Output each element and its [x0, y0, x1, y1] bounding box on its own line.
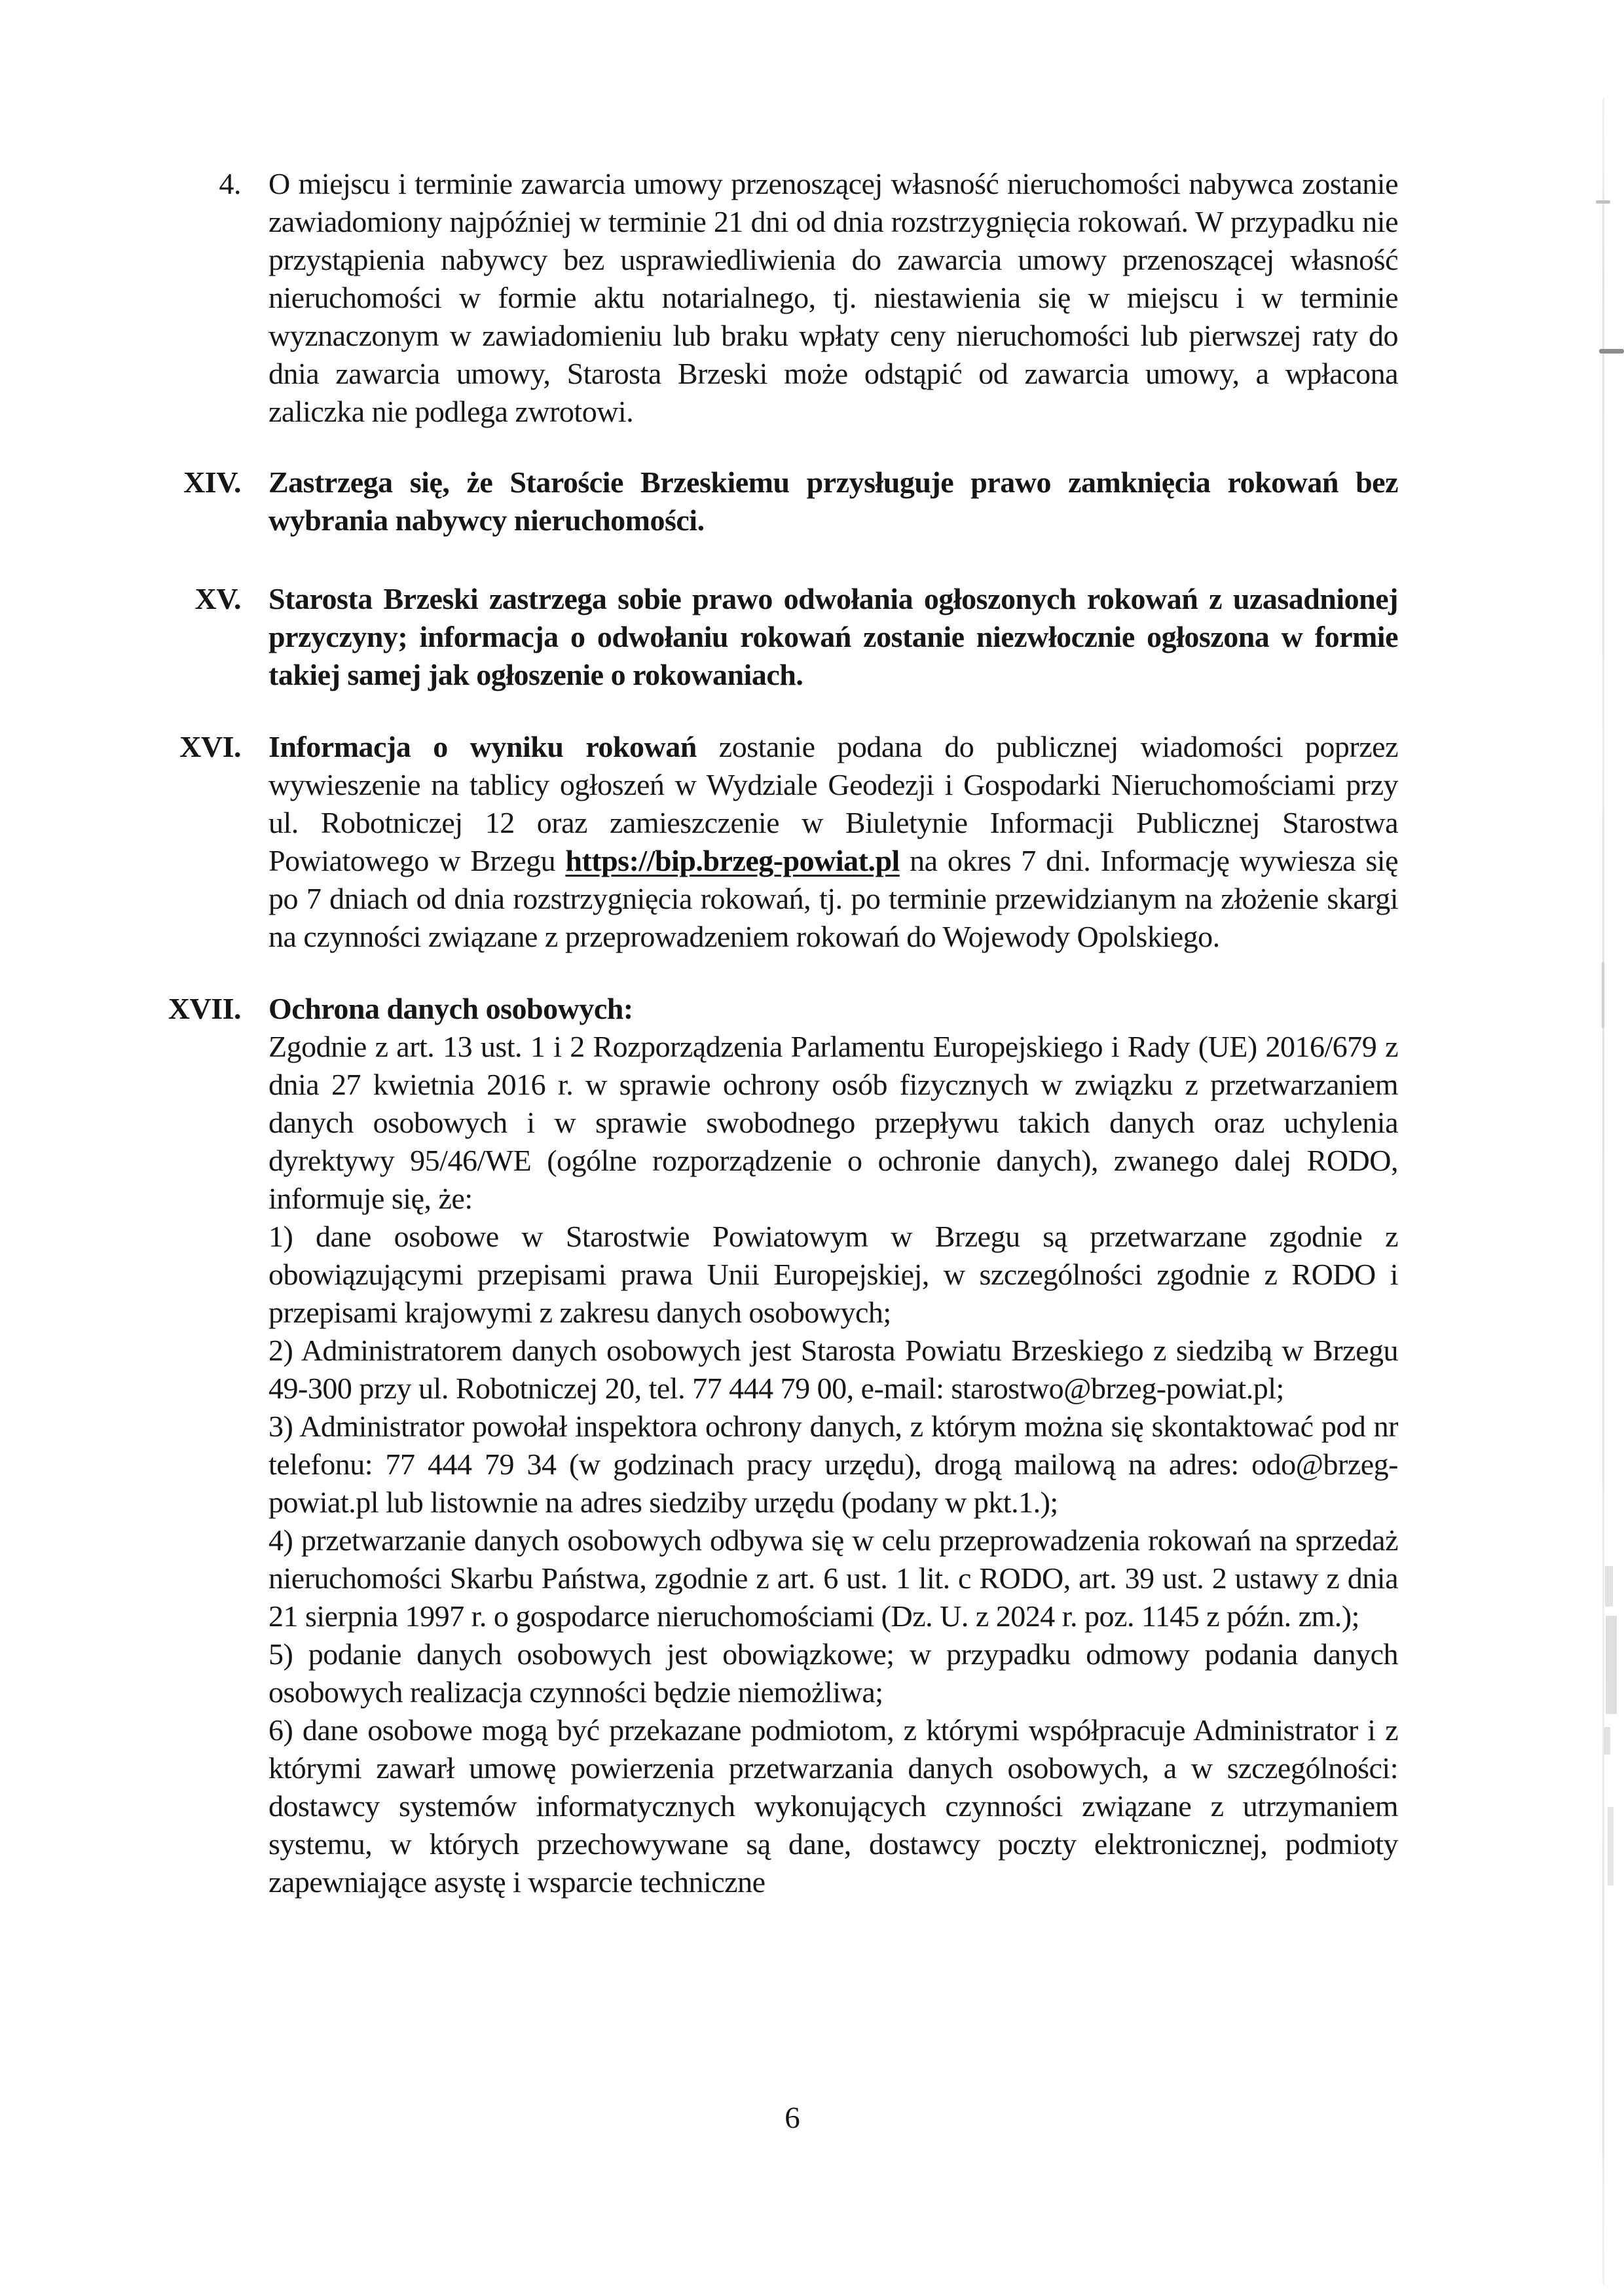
- paragraph-text: O miejscu i terminie zawarcia umowy przenoszącej własność nieruchomości nabywca zostanie zawiadomiony najpóźniej w terminie 21 dni od dnia rozstrzygnięcia rokowań. W przypadku nie przystąpienia nabywcy bez usprawiedliwienia do zawarcia umowy przenoszącej własność nieruchomości w formie aktu notarialnego, tj. niestawienia się w miejscu i w terminie wyznaczonym w zawiadomieniu lub braku wpłaty ceny nieruchomości lub pierwszej raty do dnia zawarcia umowy, Starosta Brzeski może odstąpić od zawarcia umowy, a wpłacona zaliczka nie podlega zwrotowi.: [268, 167, 1398, 428]
- list-item: 4) przetwarzanie danych osobowych odbywa się w celu przeprowadzenia rokowań na sprzedaż nieruchomości Skarbu Państwa, zgodnie z art. 6 ust. 1 lit. c RODO, art. 39 ust. 2 ustawy z dnia 21 sierpnia 1997 r. o gospodarce nieruchomościami (Dz. U. z 2024 r. poz. 1145 z późn. zm.);: [268, 1523, 1398, 1633]
- paragraph-segment: zostanie podana do publicznej wiadomości poprzez wywieszenie na tablicy ogłoszeń w Wydziale Geodezji i Gospodarki Nieruchomościami przy ul. Robotniczej 12 oraz zamieszczenie w Biuletynie Informacji Publicznej Starostwa Powiatowego w Brzegu: [268, 730, 1398, 877]
- section-body: [268, 464, 1398, 539]
- scan-artifact-smudge: [1604, 1727, 1610, 1755]
- scan-artifact-segment: [1602, 962, 1604, 1028]
- scan-artifact-smudge: [1608, 1807, 1614, 1886]
- scan-artifact-smudge: [1606, 1616, 1617, 1714]
- paragraph-segment: na okres 7 dni. Informację wywiesza się po 7 dniach od dnia rozstrzygnięcia rokowań, tj. po terminie przewidzianym na złożenie skargi na czynności związane z przeprowadzeniem rokowań do Wojewody Opolskiego.: [268, 844, 1398, 953]
- list-item: 3) Administrator powołał inspektora ochrony danych, z którym można się skontaktować pod nr telefonu: 77 444 79 34 (w godzinach pracy urzędu), drogą mailową na adres: odo@brzeg-powiat.pl lub listownie na adres siedziby urzędu (podany w pkt.1.);: [268, 1410, 1398, 1519]
- scan-artifact-vertical-line: [1602, 98, 1604, 2285]
- section-body: [268, 728, 1398, 956]
- list-item: 5) podanie danych osobowych jest obowiązkowe; w przypadku odmowy podania danych osobowych realizacja czynności będzie niemożliwa;: [268, 1637, 1398, 1709]
- section-number: XVI.: [179, 730, 241, 763]
- paragraph-text: Zgodnie z art. 13 ust. 1 i 2 Rozporządzenia Parlamentu Europejskiego i Rady (UE) 2016/679 z dnia 27 kwietnia 2016 r. w sprawie ochrony osób fizycznych w związku z przetwarzaniem danych osobowych i w sprawie swobodnego przepływu takich danych oraz uchylenia dyrektywy 95/46/WE (ogólne rozporządzenie o ochronie danych), zwanego dalej RODO, informuje się, że:: [268, 1030, 1398, 1215]
- scan-artifact-dash: [1599, 349, 1624, 354]
- section-body: [268, 990, 1398, 1901]
- section-body: [268, 580, 1398, 694]
- section-number: 4.: [219, 167, 241, 200]
- page-number: 6: [784, 2101, 800, 2135]
- list-item: 2) Administratorem danych osobowych jest Starosta Powiatu Brzeskiego z siedzibą w Brzegu 49-300 przy ul. Robotniczej 20, tel. 77 444 79 00, e-mail: starostwo@brzeg-powiat.pl;: [268, 1334, 1398, 1405]
- section-body: [268, 165, 1398, 431]
- list-item: 1) dane osobowe w Starostwie Powiatowym w Brzegu są przetwarzane zgodnie z obowiązującymi przepisami prawa Unii Europejskiej, w szczególności zgodnie z RODO i przepisami krajowymi z zakresu danych osobowych;: [268, 1220, 1398, 1329]
- paragraph-text: Zastrzega się, że Staroście Brzeskiemu przysługuje prawo zamknięcia rokowań bez wybrania nabywcy nieruchomości.: [268, 465, 1398, 537]
- section-number: XIV.: [183, 465, 241, 499]
- section-number: XVII.: [168, 992, 241, 1025]
- section-xvi: [151, 728, 1398, 956]
- section-xv: [151, 580, 1398, 694]
- section-number: XV.: [194, 582, 241, 615]
- section-xiv: [151, 464, 1398, 539]
- scan-artifact-smudge: [1605, 1566, 1613, 1607]
- lead-bold-text: Informacja o wyniku rokowań: [268, 730, 697, 763]
- section-item-4: [151, 165, 1398, 431]
- section-xvii: [151, 990, 1398, 1901]
- document-content: [151, 165, 1398, 1901]
- section-heading: Ochrona danych osobowych:: [268, 992, 633, 1025]
- bip-url-link[interactable]: https://bip.brzeg-powiat.pl: [565, 844, 900, 877]
- scan-artifact-dash: [1596, 200, 1610, 204]
- list-item: 6) dane osobowe mogą być przekazane podmiotom, z którymi współpracuje Administrator i z którymi zawarł umowę powierzenia przetwarzania danych osobowych, a w szczególności: dostawcy systemów informatycznych wykonujących czynności związane z utrzymaniem systemu, w których przechowywane są dane, dostawcy poczty elektronicznej, podmioty zapewniające asystę i wsparcie techniczne: [268, 1713, 1398, 1899]
- paragraph-text: [268, 728, 1398, 956]
- paragraph-text: Starosta Brzeski zastrzega sobie prawo odwołania ogłoszonych rokowań z uzasadnionej przyczyny; informacja o odwołaniu rokowań zostanie niezwłocznie ogłoszona w formie takiej samej jak ogłoszenie o rokowaniach.: [268, 582, 1398, 691]
